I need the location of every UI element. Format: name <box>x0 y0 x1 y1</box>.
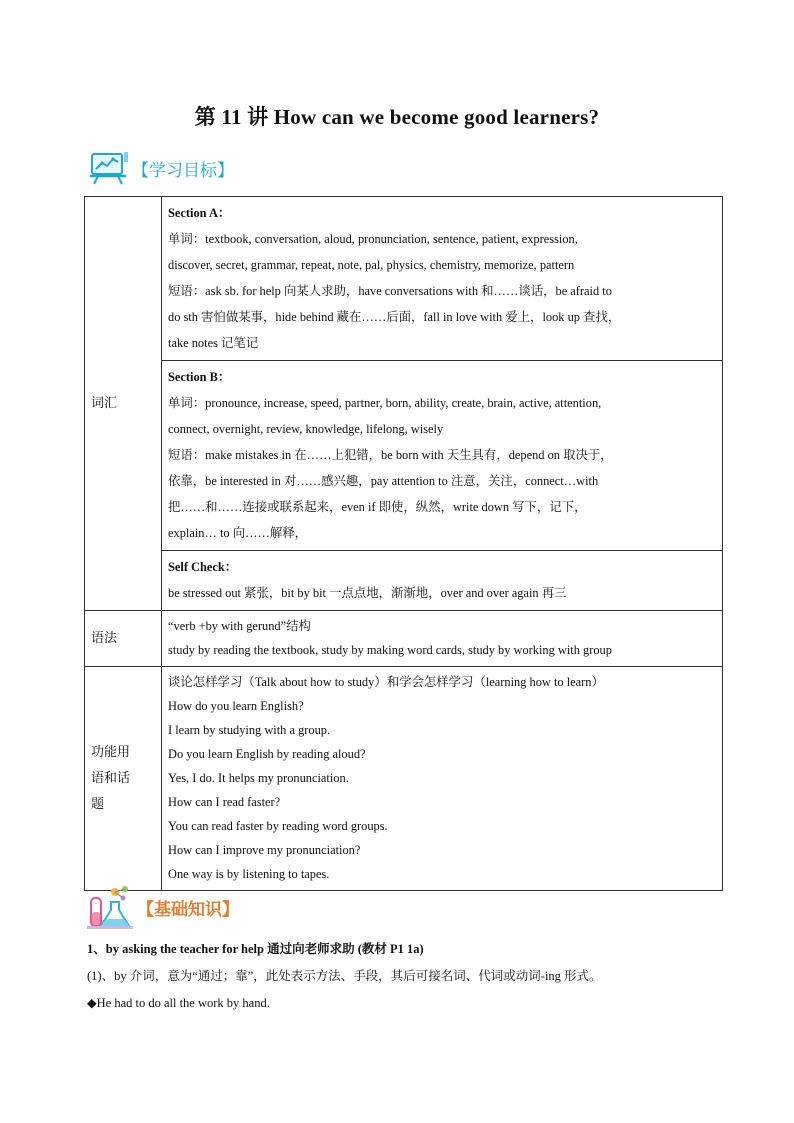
learning-goals-table <box>84 196 723 891</box>
function-line: How can I improve my pronunciation? <box>168 843 361 857</box>
function-label: 语和话 <box>91 770 131 786</box>
grammar-label: 语法 <box>91 630 118 646</box>
basic-knowledge-heading <box>85 884 239 930</box>
page-title: 第 11 讲 How can we become good learners? <box>194 105 600 129</box>
section-b-phrases-line: 短语：make mistakes in 在……上犯错，be born with 天生具有，depend on 取决于， <box>168 448 613 462</box>
learning-goals-label: 【学习目标】 <box>132 160 234 181</box>
function-line: How can I read faster? <box>168 795 281 809</box>
function-line: How do you learn English? <box>168 699 304 713</box>
section-b-words-line: connect, overnight, review, knowledge, lifelong, wisely <box>168 422 444 436</box>
function-line: You can read faster by reading word groups. <box>168 819 388 833</box>
function-line: Do you learn English by reading aloud? <box>168 747 366 761</box>
lab-flask-icon <box>85 884 135 930</box>
function-label: 功能用 <box>91 744 131 760</box>
section-a-phrases-line: take notes 记笔记 <box>168 336 259 350</box>
self-check-line: be stressed out 紧张，bit by bit 一点点地，渐渐地，over and over again 再三 <box>168 586 567 600</box>
section-b-phrases-line: 把……和……连接或联系起来，even if 即使，纵然，write down 写下，记下， <box>168 500 587 514</box>
section-a-phrases-line: do sth 害怕做某事，hide behind 藏在……后面，fall in love with 爱上，look up 查找， <box>168 310 621 324</box>
table-row <box>85 197 723 361</box>
table-row <box>85 551 723 611</box>
vocab-label: 词汇 <box>91 395 118 411</box>
section-a-cell <box>162 197 723 361</box>
function-line: 谈论怎样学习（Talk about how to study）和学会怎样学习（learning how to learn） <box>168 675 604 689</box>
function-line: Yes, I do. It helps my pronunciation. <box>168 771 349 785</box>
function-category-cell <box>85 667 162 891</box>
self-check-heading: Self Check： <box>168 560 238 574</box>
grammar-category-cell <box>85 611 162 667</box>
function-line: One way is by listening to tapes. <box>168 867 330 881</box>
knowledge-item-example: ◆He had to do all the work by hand. <box>87 996 270 1010</box>
section-b-phrases-line: explain… to 向……解释， <box>168 526 308 540</box>
grammar-line: study by reading the textbook, study by making word cards, study by working with group <box>168 643 612 657</box>
section-a-heading: Section A： <box>168 206 231 220</box>
knowledge-item-title: 1、by asking the teacher for help 通过向老师求助 (教材 P1 1a) <box>87 942 424 956</box>
table-row <box>85 667 723 891</box>
section-b-cell <box>162 361 723 551</box>
section-b-phrases-line: 依靠，be interested in 对……感兴趣，pay attention to 注意，关注，connect…with <box>168 474 599 488</box>
vocab-category-cell <box>85 197 162 611</box>
grammar-cell <box>162 611 723 667</box>
table-row <box>85 611 723 667</box>
function-label: 题 <box>91 796 105 812</box>
table-row <box>85 361 723 551</box>
function-line: I learn by studying with a group. <box>168 723 331 737</box>
function-cell <box>162 667 723 891</box>
presentation-board-icon <box>88 150 130 186</box>
knowledge-item-explanation: (1)、by 介词，意为“通过；靠”，此处表示方法、手段，其后可接名词、代词或动词-ing 形式。 <box>87 969 602 983</box>
section-a-words-line: 单词：textbook, conversation, aloud, pronunciation, sentence, patient, expression, <box>168 232 578 246</box>
self-check-cell <box>162 551 723 611</box>
section-b-heading: Section B： <box>168 370 231 384</box>
section-a-words-line: discover, secret, grammar, repeat, note, pal, physics, chemistry, memorize, pattern <box>168 258 575 272</box>
section-b-words-line: 单词：pronounce, increase, speed, partner, born, ability, create, brain, active, attention, <box>168 396 602 410</box>
learning-goals-heading <box>88 150 234 186</box>
grammar-line: “verb +by with gerund”结构 <box>168 619 311 633</box>
basic-knowledge-label: 【基础知识】 <box>137 899 239 920</box>
section-a-phrases-line: 短语：ask sb. for help 向某人求助，have conversations with 和……谈话，be afraid to <box>168 284 612 298</box>
